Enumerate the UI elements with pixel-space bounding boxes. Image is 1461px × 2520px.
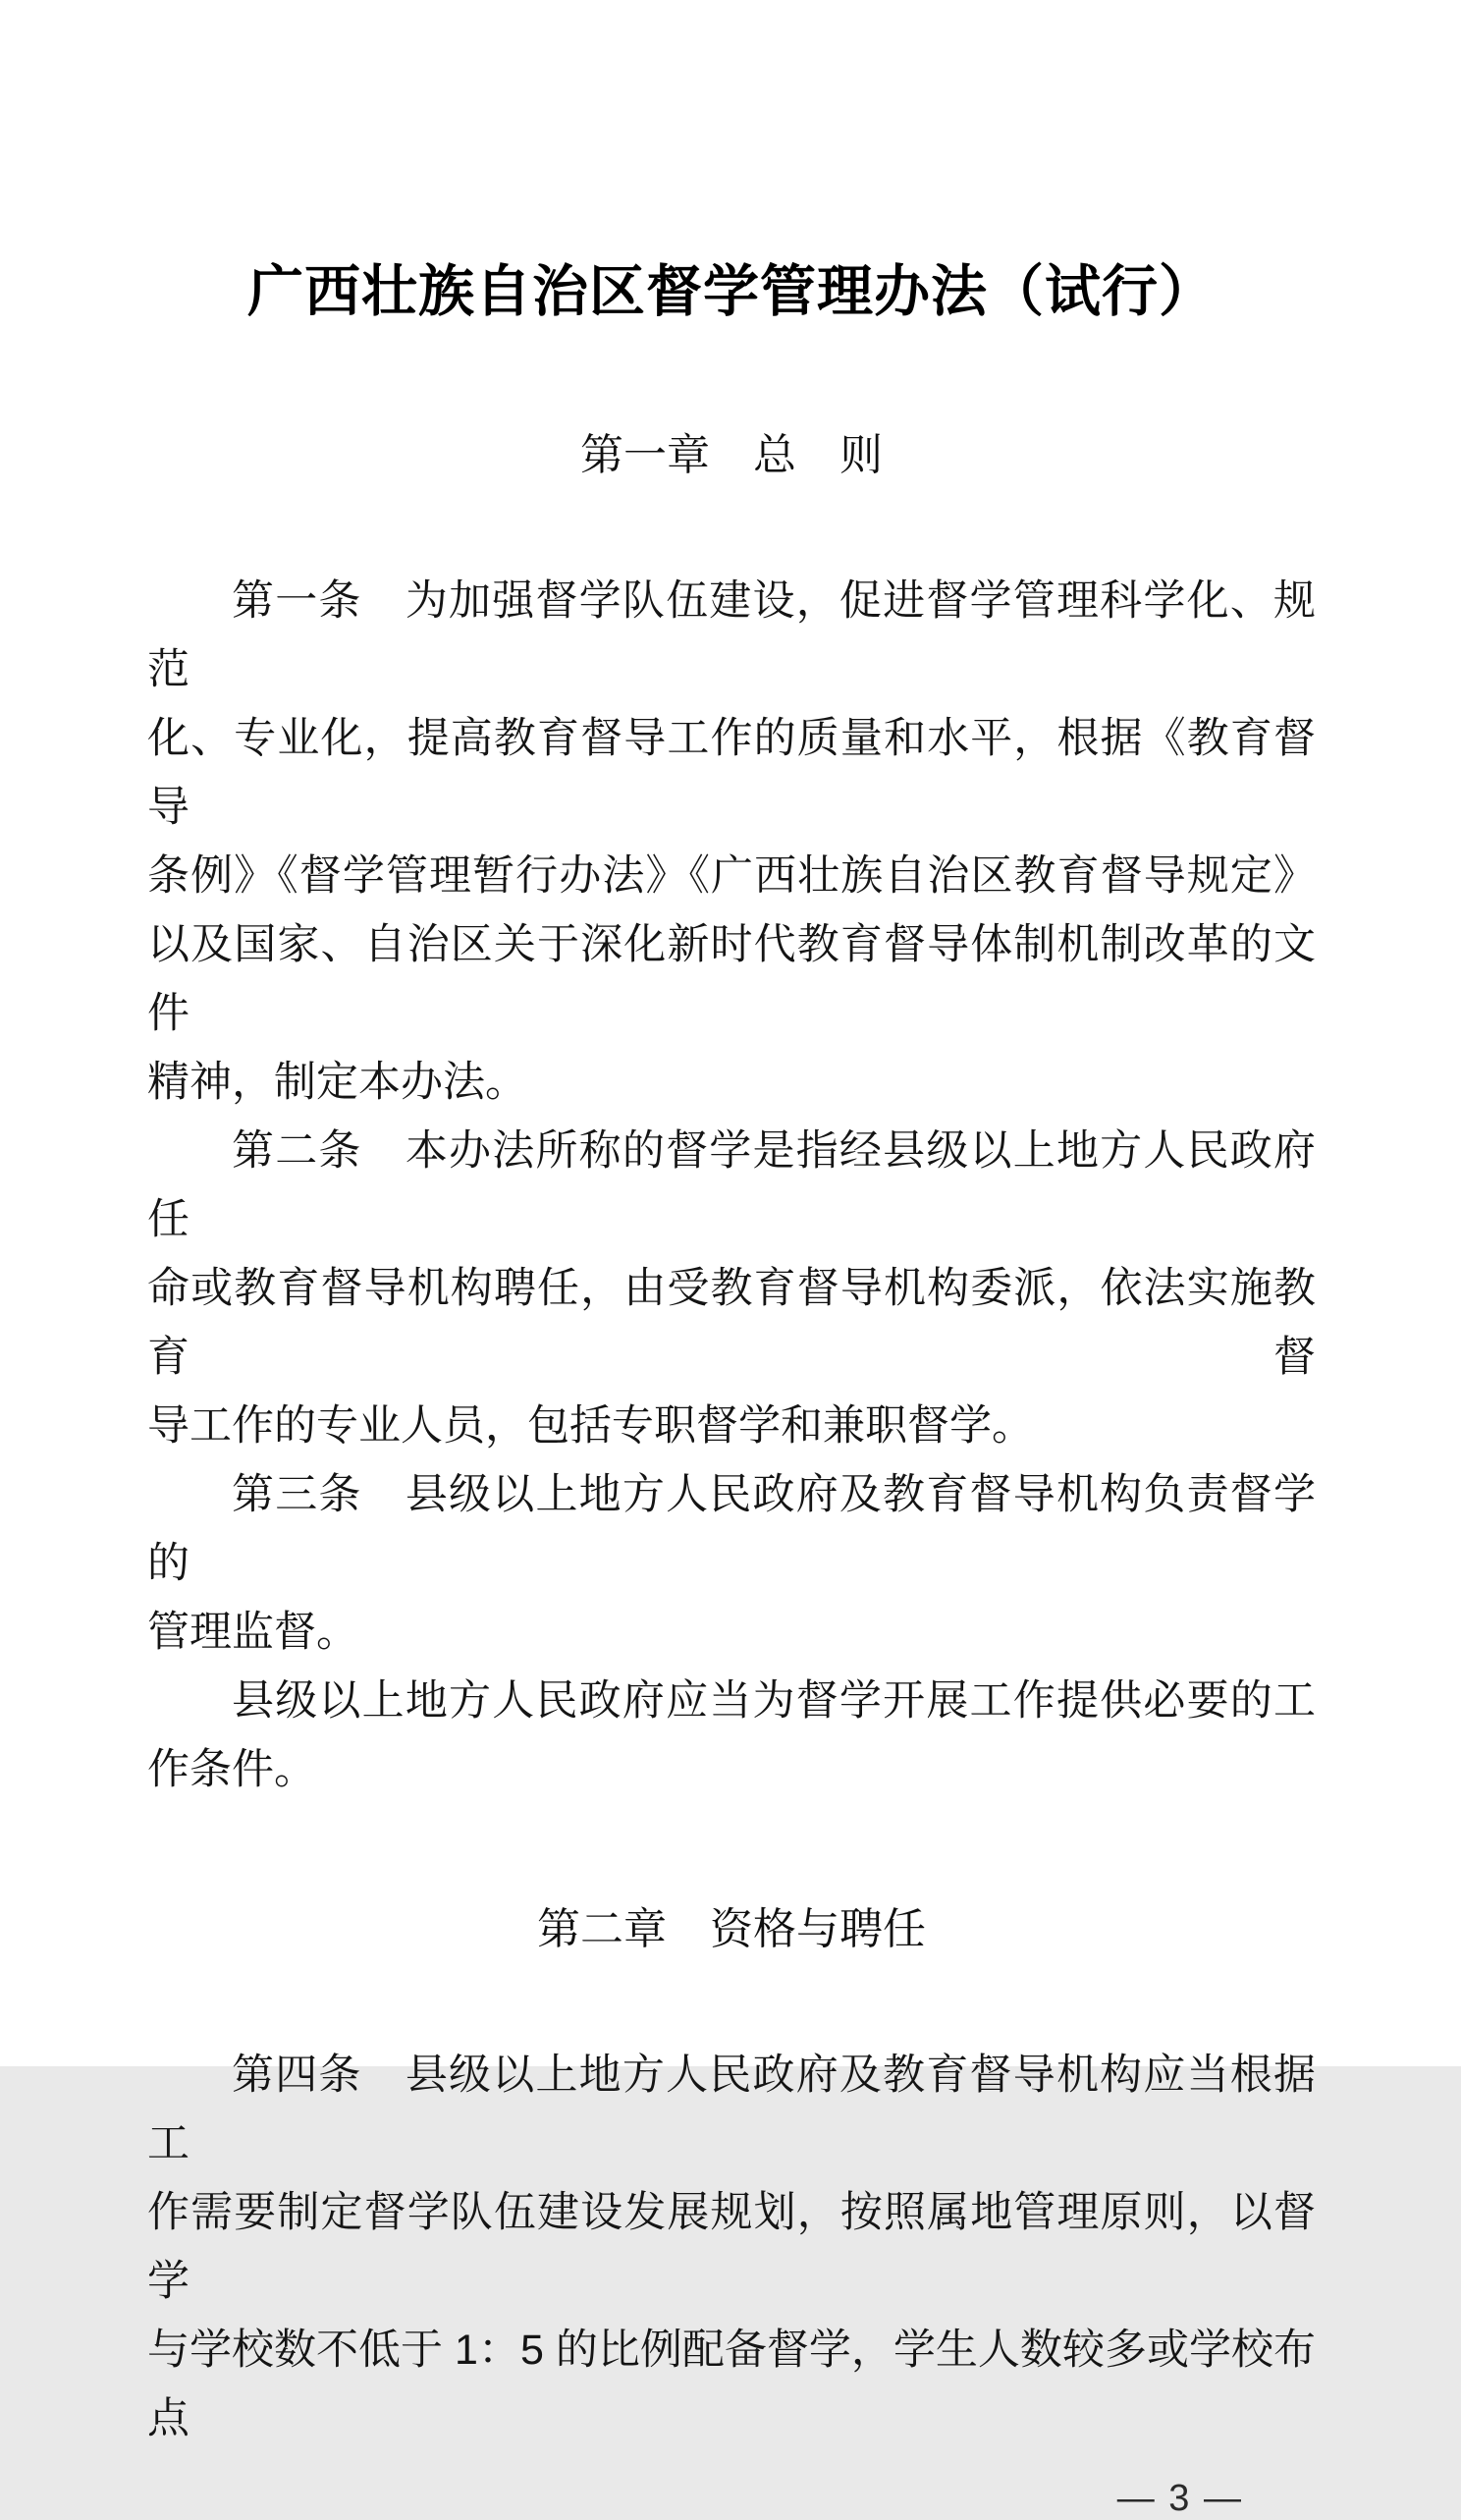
text-line: 以及国家、自治区关于深化新时代教育督导体制机制改革的文件 [147,921,1316,1037]
text-line: 管理监督。 [147,1609,358,1656]
text-line: 与学校数不低于 1：5 的比例配备督学，学生人数较多或学校布点 [147,2327,1316,2442]
text-line: 第三条 县级以上地方人民政府及教育督导机构负责督学的 [147,1471,1316,1587]
paragraph-article-1 [147,567,1316,1117]
paragraph-article-3 [147,1460,1316,1667]
paragraph-article-4 [147,2041,1316,2453]
chapter-2-heading: 第二章 资格与聘任 [537,1905,926,1953]
text-line: 县级以上地方人民政府应当为督学开展工作提供必要的工 [232,1677,1316,1725]
text-line: 命或教育督导机构聘任，由受教育督导机构委派，依法实施教育督 [147,1265,1316,1381]
text-line: 导工作的专业人员，包括专职督学和兼职督学。 [147,1402,1034,1450]
text-line: 作条件。 [147,1746,316,1793]
text-line: 第四条 县级以上地方人民政府及教育督导机构应当根据工 [147,2052,1316,2167]
document-title: 广西壮族自治区督学管理办法（试行） [247,261,1216,323]
paragraph-article-2 [147,1117,1316,1460]
text-line: 精神，制定本办法。 [147,1059,527,1106]
text-line: 第二条 本办法所称的督学是指经县级以上地方人民政府任 [147,1127,1316,1243]
text-line: 第一条 为加强督学队伍建设，促进督学管理科学化、规范 [147,577,1316,693]
text-line: 作需要制定督学队伍建设发展规划，按照属地管理原则，以督学 [147,2189,1316,2305]
text-line: 化、专业化，提高教育督导工作的质量和水平，根据《教育督导 [147,715,1316,831]
paragraph-article-3-continued [147,1667,1316,1804]
page-number: — 3 — [1116,2478,1243,2519]
chapter-1-heading: 第一章 总 则 [580,431,883,479]
text-line: 条例》《督学管理暂行办法》《广西壮族自治区教育督导规定》 [147,852,1316,900]
